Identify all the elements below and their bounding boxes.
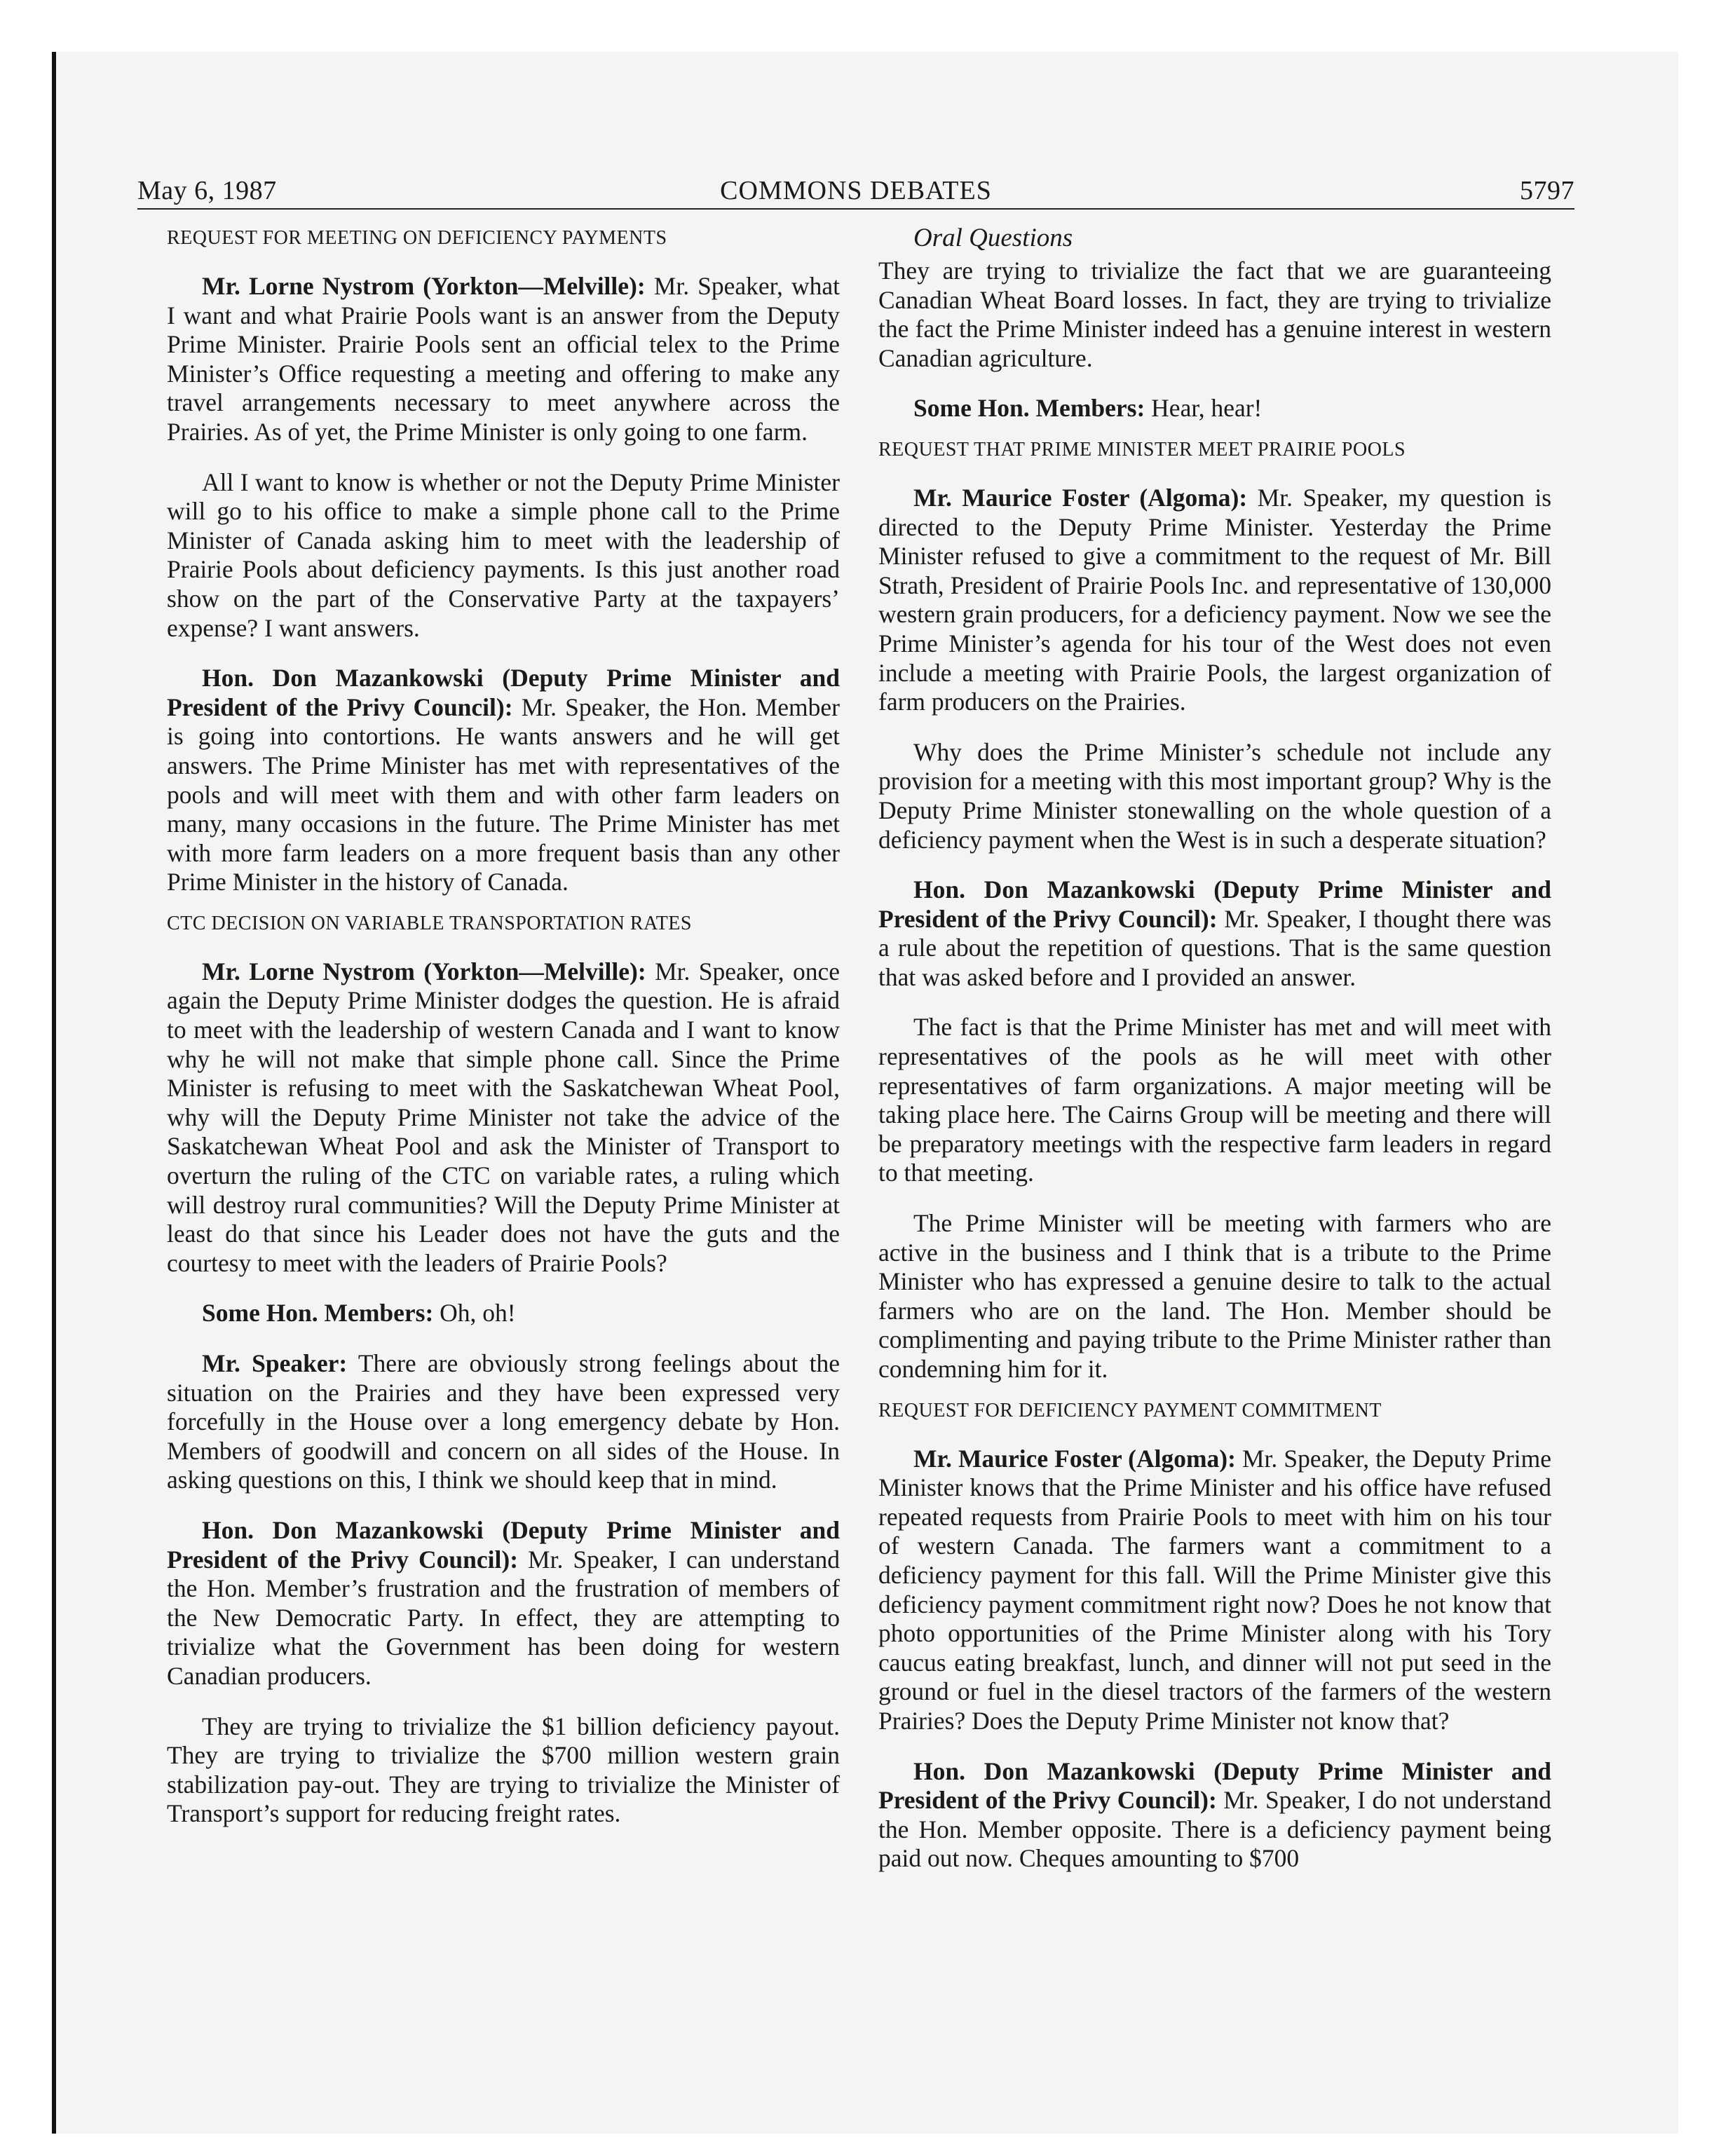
speech-text: Mr. Speaker, what I want and what Prairie Pools want is an answer from the Deputy Prime Minister. Prairie Pools sent an official telex to the Prime Minister’s Office requesting a meeting and offering to make any travel arrangements necessary to meet anywhere across the Prairies. As of yet, the Prime Minister is only going to one farm. — [167, 272, 840, 446]
speech-text: There are obviously strong feelings about the situation on the Prairies and they have been expressed very forcefully in the House over a long emergency debate by Hon. Members of goodwill and concern on all sides of the House. In asking questions on this, I think we should keep that in mind. — [167, 1349, 841, 1494]
speaker-name: Mr. Maurice Foster (Algoma): — [913, 483, 1248, 512]
speech-text: Mr. Speaker, the Deputy Prime Minister knows that the Prime Minister and his office have refused repeated requests from Prairie Pools to meet with him on his tour of western Canada. The farmers want a commitment to a deficiency payment for this fall. Will the Prime Minister give this deficiency payment commitment right now? Does he not know that photo opportunities of the Prime Minister along with his Tory caucus eating breakfast, lunch, and dinner will not put seed in the ground or fuel in the diesel tractors of the farmers of the western Prairies? Does the Deputy Prime Minister not know that? — [878, 1444, 1551, 1735]
header-rule — [137, 208, 1574, 210]
paragraph: All I want to know is whether or not the Deputy Prime Minister will go to his office to make a simple phone call to the Prime Minister of Canada asking him to meet with the leadership of Prairie Pools about deficiency payments. Is this just another road show on the part of the Conservative Party at the taxpayers’ expense? I want answers. — [167, 468, 840, 642]
right-column — [878, 224, 1551, 1874]
speech-paragraph — [878, 394, 1551, 423]
paragraph: They are trying to trivialize the $1 billion deficiency payout. They are trying to trivialize the $700 million western grain stabilization pay-out. They are trying to trivialize the Minister of Transport’s support for reducing freight rates. — [167, 1712, 840, 1828]
running-head: Oral Questions — [913, 224, 1073, 252]
paragraph: Why does the Prime Minister’s schedule not include any provision for a meeting with this most important group? Why is the Deputy Prime Minister stonewalling on the whole question of a deficiency payment when the West is in such a desperate situation? — [878, 737, 1551, 854]
section-heading: REQUEST FOR MEETING ON DEFICIENCY PAYMENTS — [167, 227, 667, 249]
paragraph: The Prime Minister will be meeting with farmers who are active in the business and I think that is a tribute to the Prime Minister who has expressed a genuine desire to talk to the actual farmers who are on the land. The Hon. Member should be complimenting and paying tribute to the Prime Minister rather than condemning him for it. — [878, 1209, 1551, 1383]
speech-paragraph — [167, 957, 840, 1278]
speaker-name: Hon. Don Mazankowski (Deputy Prime Minister and President of the Privy Council): — [167, 664, 840, 721]
header-date: May 6, 1987 — [137, 176, 277, 205]
speaker-name: Hon. Don Mazankowski (Deputy Prime Minister and President of the Privy Council): — [878, 875, 1551, 933]
section-heading: REQUEST FOR DEFICIENCY PAYMENT COMMITMENT — [878, 1399, 1382, 1421]
header-page-number: 5797 — [1520, 176, 1574, 205]
speech-text: Oh, oh! — [440, 1299, 516, 1328]
paragraph: They are trying to trivialize the fact that we are guaranteeing Canadian Wheat Board losses. In fact, they are trying to trivialize the fact the Prime Minister indeed has a genuine interest in western Canadian agriculture. — [878, 257, 1551, 372]
speech-paragraph — [878, 1445, 1551, 1736]
speech-text: Hear, hear! — [1151, 394, 1263, 423]
speaker-name: Some Hon. Members: — [913, 394, 1145, 423]
speech-text: Mr. Speaker, once again the Deputy Prime Minister dodges the question. He is afraid to meet with the leadership of western Canada and I want to know why he will not make that simple phone call. Since the Prime Minister is refusing to meet with the Saskatchewan Wheat Pool, why will the Deputy Prime Minister not take the advice of the Saskatchewan Wheat Pool and ask the Minister of Transport to overturn the ruling of the CTC on variable rates, a ruling which will destroy rural communities? Will the Deputy Prime Minister at least do that since his Leader does not have the guts and the courtesy to meet with the leaders of Prairie Pools? — [167, 957, 841, 1277]
speech-text: Mr. Speaker, I do not understand the Hon. Member opposite. There is a deficiency payment being paid out now. Cheques amounting to $700 — [878, 1786, 1552, 1873]
speech-paragraph — [167, 272, 840, 447]
header-publication: COMMONS DEBATES — [720, 176, 992, 205]
speech-paragraph — [167, 1516, 840, 1691]
paragraph: The fact is that the Prime Minister has met and will meet with representatives of the pools as he will meet with other representatives of farm organizations. A major meeting will be taking place here. The Cairns Group will be meeting and there will be preparatory meetings with the respective farm leaders in regard to that meeting. — [878, 1013, 1551, 1187]
speaker-name: Mr. Maurice Foster (Algoma): — [913, 1444, 1236, 1473]
speaker-name: Mr. Lorne Nystrom (Yorkton—Melville): — [202, 272, 646, 300]
speaker-name: Hon. Don Mazankowski (Deputy Prime Minister and President of the Privy Council): — [167, 1515, 840, 1574]
speech-paragraph — [878, 1757, 1551, 1874]
binding-edge — [52, 52, 56, 2134]
page-header — [137, 175, 1574, 210]
speech-text: Mr. Speaker, I can understand the Hon. Member’s frustration and the frustration of members of the New Democratic Party. In effect, they are attempting to trivialize what the Government has been doing for western Canadian producers. — [167, 1545, 841, 1690]
speech-paragraph — [167, 664, 840, 897]
speaker-name: Hon. Don Mazankowski (Deputy Prime Minister and President of the Privy Council): — [878, 1756, 1551, 1815]
speaker-name: Some Hon. Members: — [202, 1299, 434, 1328]
speech-paragraph — [878, 484, 1551, 717]
speech-paragraph — [878, 875, 1551, 992]
speech-text: Mr. Speaker, the Hon. Member is going into contortions. He wants answers and he will get answers. The Prime Minister has met with representatives of the pools and will meet with them and with other farm leaders on many, many occasions in the future. The Prime Minister has met with more farm leaders on a more frequent basis than any other Prime Minister in the history of Canada. — [167, 692, 840, 896]
speech-text: Mr. Speaker, my question is directed to the Deputy Prime Minister. Yesterday the Prime Minister refused to give a commitment to the request of Mr. Bill Strath, President of Prairie Pools Inc. and representative of 130,000 western grain producers, for a deficiency payment. Now we see the Prime Minister’s agenda for his tour of the West does not even include a meeting with Prairie Pools, the largest organization of farm producers on the Prairies. — [878, 483, 1552, 716]
section-heading: REQUEST THAT PRIME MINISTER MEET PRAIRIE POOLS — [878, 438, 1406, 460]
speaker-name: Mr. Speaker: — [202, 1349, 348, 1377]
left-column — [167, 224, 840, 1829]
speech-paragraph — [167, 1299, 840, 1328]
speech-paragraph — [167, 1349, 840, 1495]
speech-text: Mr. Speaker, I thought there was a rule about the repetition of questions. That is the same question that was asked before and I provided an answer. — [878, 904, 1552, 991]
section-heading: CTC DECISION ON VARIABLE TRANSPORTATION RATES — [167, 912, 692, 934]
speaker-name: Mr. Lorne Nystrom (Yorkton—Melville): — [202, 957, 646, 985]
